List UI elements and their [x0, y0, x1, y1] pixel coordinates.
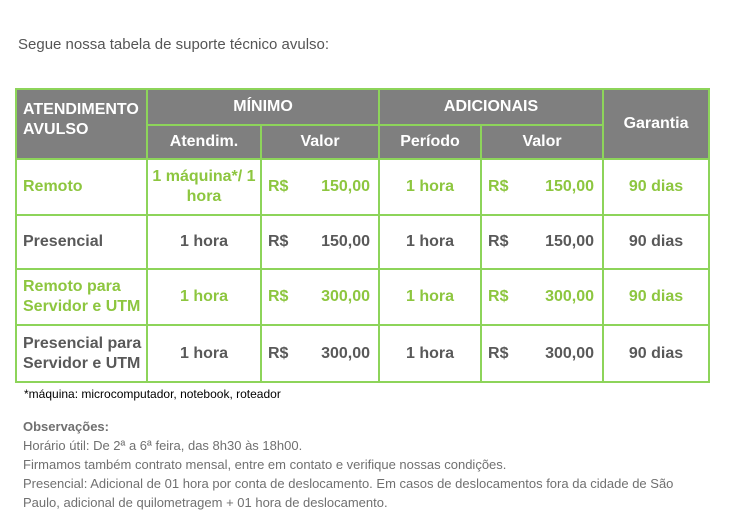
cell-valor — [261, 325, 379, 382]
observacoes-line: Firmamos também contrato mensal, entre em contato e verifique nossas condições. — [23, 457, 507, 472]
cell-valor — [261, 269, 379, 325]
intro-text: Segue nossa tabela de suporte técnico avulso: — [18, 36, 330, 53]
row-label: Presencial — [16, 215, 147, 269]
cell-periodo: 1 hora — [379, 269, 481, 325]
cell-garantia: 90 dias — [603, 159, 709, 215]
currency-symbol: R$ — [268, 344, 289, 362]
header-adicionais: ADICIONAIS — [379, 89, 603, 125]
cell-garantia: 90 dias — [603, 215, 709, 269]
cell-valor-adicional — [481, 159, 603, 215]
cell-garantia: 90 dias — [603, 269, 709, 325]
observacoes-line: Horário útil: De 2ª a 6ª feira, das 8h30 às 18h00. — [23, 438, 303, 453]
cell-periodo: 1 hora — [379, 325, 481, 382]
table-row — [16, 325, 709, 382]
cell-garantia: 90 dias — [603, 325, 709, 382]
support-price-table — [15, 88, 710, 383]
header-valor-minimo: Valor — [261, 125, 379, 159]
amount: 150,00 — [321, 233, 371, 250]
amount: 150,00 — [545, 233, 595, 250]
cell-valor — [261, 215, 379, 269]
row-label: Remoto — [16, 159, 147, 215]
header-periodo: Período — [379, 125, 481, 159]
cell-atendim: 1 hora — [147, 269, 261, 325]
currency-symbol: R$ — [268, 233, 289, 250]
cell-periodo: 1 hora — [379, 215, 481, 269]
header-valor-adicional: Valor — [481, 125, 603, 159]
currency-symbol: R$ — [488, 178, 509, 195]
observacoes-line: Presencial: Adicional de 01 hora por conta de deslocamento. Em casos de deslocamentos fora da cidade de São — [23, 476, 674, 491]
currency-symbol: R$ — [488, 233, 509, 250]
cell-atendim: 1 hora — [147, 325, 261, 382]
cell-valor-adicional — [481, 215, 603, 269]
cell-atendim: 1 hora — [147, 215, 261, 269]
header-garantia: Garantia — [603, 89, 709, 159]
table-row — [16, 215, 709, 269]
table-row — [16, 269, 709, 325]
amount: 300,00 — [545, 288, 595, 305]
row-label: Presencial para Servidor e UTM — [16, 325, 147, 382]
header-atendim: Atendim. — [147, 125, 261, 159]
cell-periodo: 1 hora — [379, 159, 481, 215]
observacoes-line: Paulo, adicional de quilometragem + 01 hora de deslocamento. — [23, 495, 388, 510]
amount: 150,00 — [321, 178, 371, 195]
cell-atendim: 1 máquina*/ 1 hora — [147, 159, 261, 215]
currency-symbol: R$ — [268, 178, 289, 195]
table-row — [16, 159, 709, 215]
header-minimo: MÍNIMO — [147, 89, 379, 125]
amount: 300,00 — [545, 344, 595, 362]
cell-valor-adicional — [481, 325, 603, 382]
observacoes-title: Observações: — [23, 419, 109, 434]
amount: 150,00 — [545, 178, 595, 195]
footnote: *máquina: microcomputador, notebook, roteador — [24, 387, 281, 401]
amount: 300,00 — [321, 288, 371, 305]
header-atendimento-avulso: ATENDIMENTO AVULSO — [16, 89, 147, 159]
cell-valor — [261, 159, 379, 215]
currency-symbol: R$ — [488, 288, 509, 305]
row-label: Remoto para Servidor e UTM — [16, 269, 147, 325]
cell-valor-adicional — [481, 269, 603, 325]
amount: 300,00 — [321, 344, 371, 362]
currency-symbol: R$ — [268, 288, 289, 305]
observacoes-section — [23, 417, 723, 512]
currency-symbol: R$ — [488, 344, 509, 362]
